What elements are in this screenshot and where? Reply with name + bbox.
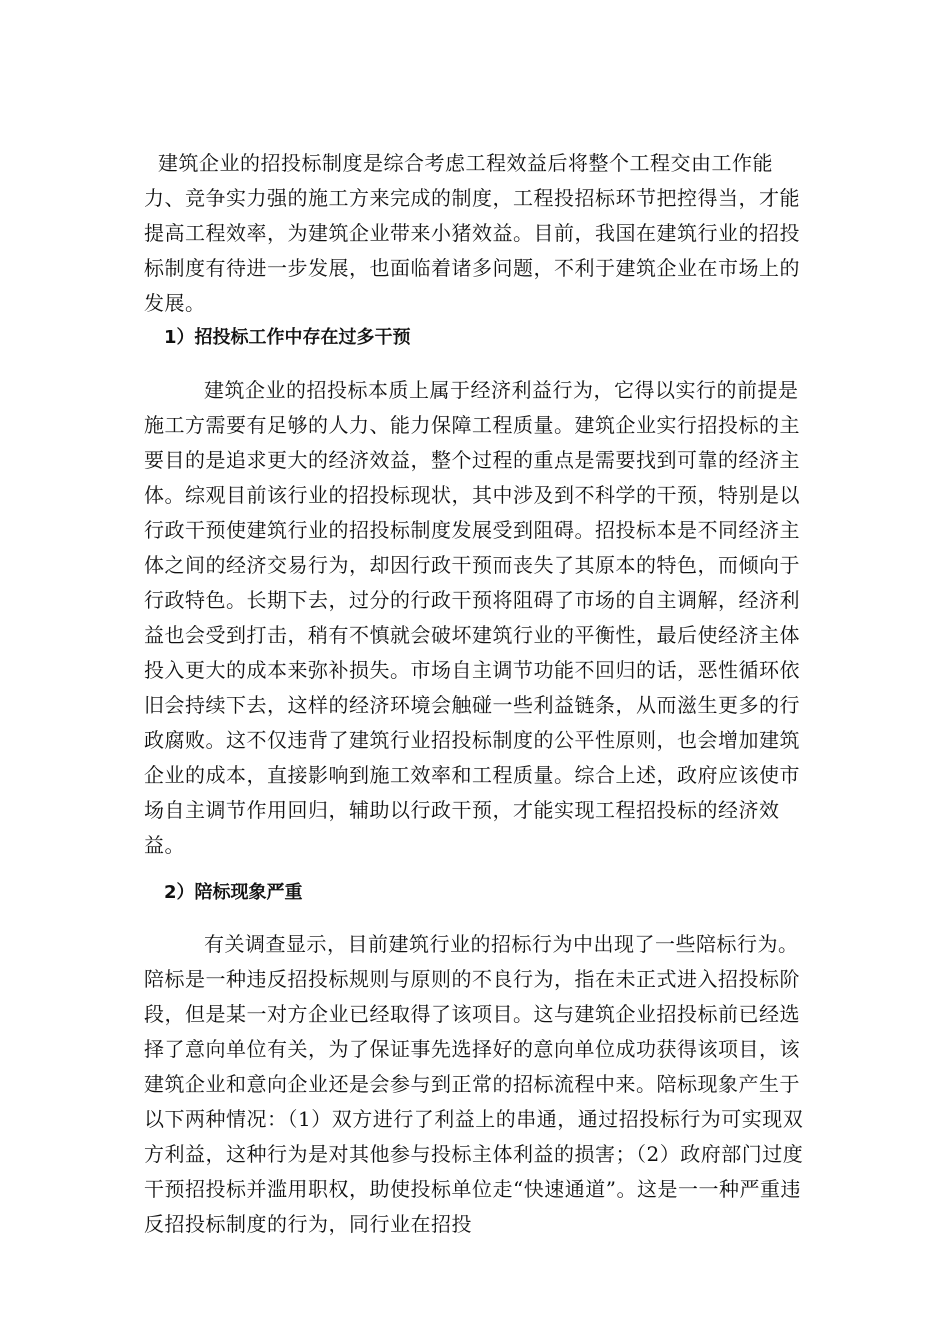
section-2-paragraph: 有关调查显示，目前建筑行业的招标行为中出现了一些陪标行为。陪标是一种违反招投标规则与原则的不良行为，指在未正式进入招投标阶段，但是某一对方企业已经取得了该项目。这与建筑企业招投标前已经选择了意向单位有关，为了保证事先选择好的意向单位成功获得该项目，该建筑企业和意向企业还是会参与到正常的招标流程中来。陪标现象产生于以下两种情况：（1）双方进行了利益上的串通，通过招投标行为可实现双方利益，这种行为是对其他参与投标主体利益的损害；（2）政府部门过度干预招投标并滥用职权，助使投标单位走“快速通道”。这是一一种严重违反招投标制度的行为，同行业在招投 <box>144 932 804 1236</box>
intro-paragraph: 建筑企业的招投标制度是综合考虑工程效益后将整个工程交由工作能力、竞争实力强的施工方来完成的制度，工程投招标环节把控得当，才能提高工程效率，为建筑企业带来小猪效益。目前，我国在建筑行业的招投标制度有待进一步发展，也面临着诸多问题，不利于建筑企业在市场上的发展。 <box>144 151 800 315</box>
section-1-heading: 1）招投标工作中存在过多干预 <box>164 327 411 348</box>
section-1-paragraph: 建筑企业的招投标本质上属于经济利益行为，它得以实行的前提是施工方需要有足够的人力、能力保障工程质量。建筑企业实行招投标的主要目的是追求更大的经济效益，整个过程的重点是需要找到可靠的经济主体。综观目前该行业的招投标现状，其中涉及到不科学的干预，特别是以行政干预使建筑行业的招投标制度发展受到阻碍。招投标本是不同经济主体之间的经济交易行为，却因行政干预而丧失了其原本的特色，而倾向于行政特色。长期下去，过分的行政干预将阻碍了市场的自主调解，经济利益也会受到打击，稍有不慎就会破坏建筑行业的平衡性，最后使经济主体投入更大的成本来弥补损失。市场自主调节功能不回归的话，恶性循环依旧会持续下去，这样的经济环境会触碰一些利益链条，从而滋生更多的行政腐败。这不仅违背了建筑行业招投标制度的公平性原则，也会增加建筑企业的成本，直接影响到施工效率和工程质量。综合上述，政府应该使市场自主调节作用回归，辅助以行政干预，才能实现工程招投标的经济效益。 <box>144 378 800 857</box>
section-2-heading: 2）陪标现象严重 <box>164 882 303 903</box>
